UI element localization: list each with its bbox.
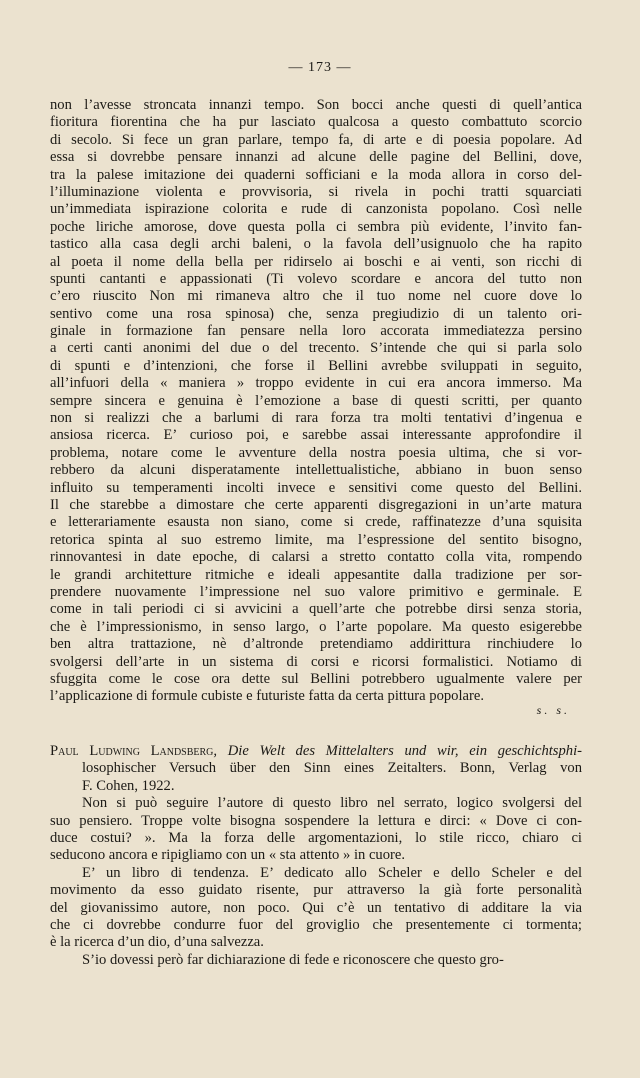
text-line: sfuggita come le cose ora dette sul Bellini potrebbero ugualmente valere per — [50, 670, 582, 687]
text-line: c’ero riuscito Non mi rimaneva altro che il tuo nome nel cuore dove lo — [50, 288, 582, 305]
text-line: non l’avesse stroncata innanzi tempo. Son bocci anche questi di quell’antica — [50, 97, 582, 113]
text-line: all’infuori della « maniera » troppo evidente in cui era ancora immerso. Ma — [50, 375, 582, 392]
text-line: retorica spinta al suo estremo limite, ma l’espressione del sentito bisogno, — [50, 531, 582, 548]
text-line: F. Cohen, 1922. — [82, 777, 175, 794]
review-bellini-text — [50, 97, 582, 706]
review-landsberg-text — [50, 743, 582, 969]
text-line: spunti cantanti e appassionati (Ti volevo scordare e ancora del tutto non — [50, 270, 582, 287]
text-line: al poeta il nome della bella per ridirselo ai boschi e ai venti, son ricchi di — [50, 253, 582, 270]
text-line: di secolo. Si fece un gran parlare, tempo fa, di arte e di poesia popolare. Ad — [50, 131, 582, 148]
text-line: l’applicazione di formule cubiste e futuriste fatta da certa pittura popolare. — [50, 688, 484, 705]
text-line: S’io dovessi però far dichiarazione di fede e riconoscere che questo gro- — [82, 951, 504, 968]
author-signature: s. s. — [536, 703, 570, 717]
text-line: E’ un libro di tendenza. E’ dedicato allo Scheler e dello Scheler e del — [82, 864, 582, 881]
page-number: — 173 — — [288, 60, 352, 75]
text-line: duce costui? ». Ma la forza delle argomentazioni, lo stile ricco, chiaro ci — [50, 829, 582, 846]
text-line: di spunti e d’intenzioni, che forse il Bellini avrebbe sviluppati in seguito, — [50, 357, 582, 374]
text-line: l’illuminazione violenta e provvisoria, si rivela in pochi tratti squarciati — [50, 183, 582, 200]
text-line: prendere nuovamente l’impressione nel suo valore primitivo e germinale. E — [50, 583, 582, 600]
text-line: ben altra trattazione, nè d’altronde pretendiamo addirittura rinchiudere lo — [50, 636, 582, 653]
text-line: problema, notare come le avventure della nostra poesia ultima, che si vor- — [50, 444, 582, 461]
text-line: è la ricerca d’un dio, d’una salvezza. — [50, 934, 264, 951]
text-line: fioritura fiorentina che ha pur lasciato qualcosa a questo combattuto scorcio — [50, 114, 582, 131]
text-line: ginale in formazione fan pensare nella loro accorata immediatezza persino — [50, 323, 582, 340]
text-line: Paul Ludwing Landsberg, Die Welt des Mittelalters und wir, ein geschichtsphi- — [50, 743, 582, 759]
text-line: tastico alla casa degli archi baleni, o la favola dell’usignuolo che ha rapito — [50, 236, 582, 253]
text-line: rinnovantesi in date epoche, di calarsi a stretto contatto colla vita, rompendo — [50, 549, 582, 566]
text-line: non si realizzi che a barlumi di rara forza tra molti tentativi d’ingenua e — [50, 410, 582, 427]
text-line: svolgersi dell’arte in un sistema di corsi e ricorsi formalistici. Notiamo di — [50, 653, 582, 670]
text-line: poche liriche amorose, dove questa polla ci sembra più evidente, l’invito fan- — [50, 218, 582, 235]
text-line: Non si può seguire l’autore di questo libro nel serrato, logico svolgersi del — [82, 795, 582, 812]
text-line: come in tali periodi ci si avvicini a quell’arte che potrebbe dirsi senza storia, — [50, 601, 582, 618]
text-line: e letterariamente esausta non siano, come si crede, raffinatezze d’una squisita — [50, 514, 582, 531]
text-line: Il che starebbe a dimostare che certe apparenti disgregazioni in un’arte matura — [50, 496, 582, 513]
text-line: seducono ancora e ripigliamo con un « sta attento » in cuore. — [50, 847, 406, 864]
text-line: influito su temperamenti incolti invece e sensitivi come questo del Bellini. — [50, 479, 582, 496]
text-line: losophischer Versuch über den Sinn eines Zeitalters. Bonn, Verlag von — [82, 760, 582, 777]
text-line: rebbero da alcuni disperatamente intellettualistiche, abbiano in buon senso — [50, 462, 582, 479]
text-line: suo pensiero. Troppe volte bisogna sospendere la lettura e dirci: « Dove ci con- — [50, 812, 582, 829]
text-line: un’immediata ispirazione colorita e rude di canzonista popolano. Così nelle — [50, 201, 582, 218]
text-line: che è l’impressionismo, in senso largo, o l’arte popolare. Ma questo esigerebbe — [50, 618, 582, 635]
text-line: essa si dovrebbe pensare innanzi ad alcune delle pagine del Bellini, dove, — [50, 149, 582, 166]
text-line: che ci dovrebbe condurre fuor del groviglio che presentemente ci tormenta; — [50, 916, 582, 933]
text-line: del giovanissimo autore, non poco. Qui c’è un tentativo di additare la via — [50, 899, 582, 916]
text-line: tra la palese imitazione dei quaderni sofficiani e la moda allora in corso del- — [50, 166, 582, 183]
text-line: sempre sincera e genuina è l’emozione a base di questi scritti, per quanto — [50, 392, 582, 409]
text-line: ansiosa ricerca. E’ curioso poi, e sarebbe assai interessante approfondire il — [50, 427, 582, 444]
text-line: sentivo come una rosa spinosa) che, senza pregiudizio di un talento ori- — [50, 305, 582, 322]
text-line: le grandi architetture ritmiche e ideali appesantite dalla tradizione per sor- — [50, 566, 582, 583]
text-line: movimento da esso guidato risente, pur attraverso la già forte personalità — [50, 882, 582, 899]
text-line: a certi canti anonimi del due o del trecento. S’intende che qui si parla solo — [50, 340, 582, 357]
